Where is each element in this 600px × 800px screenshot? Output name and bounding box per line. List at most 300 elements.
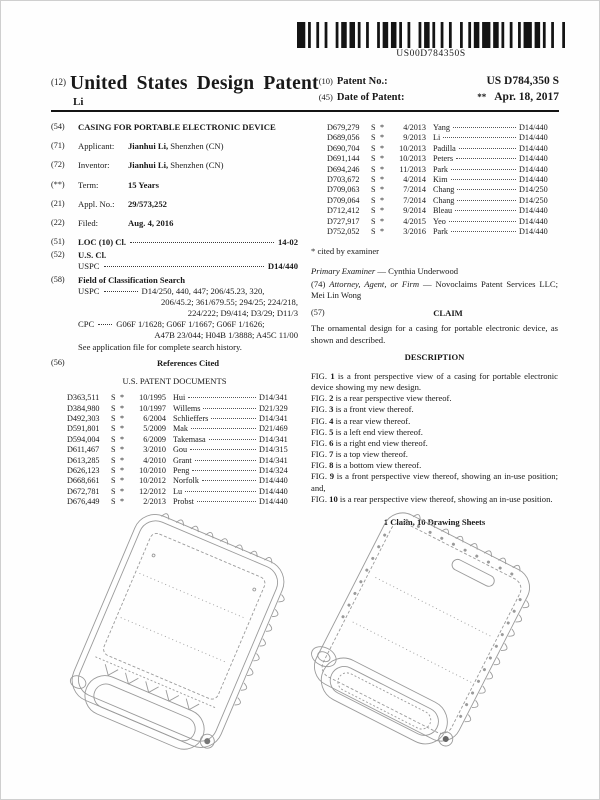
ref-star: * [380, 143, 385, 153]
applicant-value [128, 141, 298, 152]
ref-star: * [120, 476, 125, 486]
fig-text: is a left end view thereof. [335, 426, 423, 437]
patent-ref-row [327, 144, 558, 154]
ref-star: * [120, 434, 125, 444]
ref-date: 7/2014 [403, 195, 426, 205]
dot-leader [456, 158, 516, 159]
cited-by-examiner-note: * cited by examiner [311, 246, 380, 257]
ref-number: D492,303 [67, 413, 100, 423]
ref-number: D703,672 [327, 175, 360, 185]
header-divider [51, 110, 559, 112]
term-extension-stars: ** [477, 92, 487, 102]
ref-star: * [120, 393, 125, 403]
appl-label: Appl. No.: [78, 198, 115, 209]
date-value [477, 91, 559, 103]
fig-label: FIG. [311, 437, 327, 448]
header [51, 73, 559, 108]
ref-number: D709,063 [327, 185, 360, 195]
field-uspc-line3: 224/222; D9/414; D3/29; D11/3 [187, 308, 298, 319]
description-heading: DESCRIPTION [404, 351, 465, 362]
field-note: See application file for complete search history. [78, 341, 242, 352]
ref-name: Mak [173, 424, 189, 434]
fig-label: FIG. [311, 415, 327, 426]
ref-class: D14/440 [519, 206, 548, 216]
fig-text: is a rear perspective view thereof. [335, 393, 452, 404]
ref-number: D691,144 [327, 154, 360, 164]
fig-number: 4 [329, 415, 334, 426]
ref-star: * [120, 445, 125, 455]
ref-number: D384,980 [67, 403, 100, 413]
patent-ref-row [67, 456, 298, 466]
fig-text: is a front perspective view thereof, showing an in-use position; and, [311, 471, 558, 493]
ref-class: D14/440 [519, 164, 548, 174]
ref-class: D14/440 [259, 476, 288, 486]
ref-star: * [120, 486, 125, 496]
ref-class: D14/440 [519, 227, 548, 237]
patent-ref-row [327, 123, 558, 133]
patent-no-label: Patent No.: [336, 76, 388, 87]
ref-kind: S [111, 476, 116, 486]
inventor-surname: Li [73, 96, 84, 108]
ref-number: D672,781 [67, 486, 100, 496]
body-columns [51, 122, 559, 528]
patent-ref-row [67, 393, 298, 403]
figure-description-line [311, 393, 558, 404]
ref-kind: S [371, 143, 376, 153]
ref-class: D14/324 [259, 465, 288, 475]
ref-date: 4/2015 [403, 216, 426, 226]
ref-kind: S [111, 445, 116, 455]
attorney-label: Attorney, Agent, or Firm [329, 278, 420, 289]
field-code: (52) [51, 250, 65, 260]
dot-leader [457, 189, 516, 190]
fig-text: is a bottom view thereof. [335, 460, 422, 471]
ref-name: Willems [173, 403, 201, 413]
patent-number-row [319, 75, 559, 87]
ref-star: * [380, 154, 385, 164]
ref-star: * [120, 465, 125, 475]
applicant-name: Jianhui Li, [128, 141, 169, 152]
ref-class: D14/440 [519, 123, 548, 132]
patent-ref-row [327, 217, 558, 227]
ref-name: Hui [173, 393, 186, 403]
ref-date: 6/2009 [143, 434, 166, 444]
uspc-label: USPC [78, 261, 100, 272]
ref-kind: S [371, 164, 376, 174]
inventor-name: Jianhui Li, [128, 160, 169, 171]
ref-name: Peng [173, 465, 190, 475]
claim-text: The ornamental design for a casing for portable electronic device, as shown and described. [311, 323, 558, 345]
ref-star: * [380, 175, 385, 185]
fig-number: 6 [329, 437, 334, 448]
barcode [297, 22, 565, 59]
figure-description-line [311, 427, 558, 438]
ref-kind: S [111, 486, 116, 496]
filed-value: Aug. 4, 2016 [128, 217, 174, 228]
ref-star: * [380, 227, 385, 237]
ref-date: 10/2013 [399, 143, 426, 153]
ref-number: D709,064 [327, 195, 360, 205]
ref-date: 10/1997 [139, 403, 166, 413]
term-value: 15 Years [128, 179, 159, 190]
us-class-body [78, 250, 298, 272]
ref-name: Chang [433, 185, 455, 195]
patent-ref-row [327, 165, 558, 175]
ref-name: Yang [433, 123, 450, 132]
fig-label: FIG. [311, 460, 327, 471]
appl-value: 29/573,252 [128, 198, 167, 209]
fig-label: FIG. [311, 393, 327, 404]
ref-name: Padilla [433, 143, 456, 153]
ref-name: Gou [173, 445, 188, 455]
ref-number: D668,661 [67, 476, 100, 486]
attorney-separator: — [423, 278, 432, 289]
claim-code: (57) [311, 308, 325, 318]
ref-number: D611,467 [67, 445, 100, 455]
figure-front-perspective [56, 499, 294, 797]
ref-class: D14/440 [519, 143, 548, 153]
ref-date: 6/2004 [143, 413, 166, 423]
ref-name: Peters [433, 154, 454, 164]
ref-name: Li [433, 133, 441, 143]
uspc-value: D14/440 [267, 261, 298, 272]
fig-text: is a rear perspective view thereof, showing an in-use position. [339, 493, 553, 504]
field-uspc-line2: 206/45.2; 361/679.55; 294/25; 224/218, [160, 296, 298, 307]
figure-description-line [311, 404, 558, 415]
ref-class: D14/440 [519, 133, 548, 143]
ref-date: 7/2014 [403, 185, 426, 195]
loc-value: 14-02 [277, 237, 298, 248]
dot-leader [457, 200, 516, 201]
field-code: (71) [51, 141, 65, 151]
fig-number: 5 [329, 426, 334, 437]
ref-date: 10/2012 [139, 476, 166, 486]
patent-ref-row [327, 175, 558, 185]
barcode-bars-image [297, 22, 565, 48]
left-column [51, 122, 298, 528]
field-uspc-line1: D14/250, 440, 447; 206/45.23, 320, [141, 285, 265, 296]
dot-leader [455, 210, 516, 211]
inventor-location: Shenzhen (CN) [170, 160, 224, 171]
dot-leader [104, 266, 264, 267]
applicant-field [51, 141, 298, 152]
ref-class: D21/469 [259, 424, 288, 434]
references-heading-row [51, 358, 298, 369]
claims-sheets-note: 1 Claim, 10 Drawing Sheets [383, 516, 486, 527]
ref-number: D676,449 [67, 497, 100, 507]
ref-date: 3/2016 [403, 227, 426, 237]
field-label: Field of Classification Search [78, 274, 186, 285]
fig-label: FIG. [311, 370, 327, 381]
date-label: Date of Patent: [336, 92, 405, 103]
dot-leader [202, 480, 256, 481]
dot-leader [185, 491, 256, 492]
patent-ref-row [67, 466, 298, 476]
dot-leader [190, 449, 256, 450]
ref-kind: S [111, 413, 116, 423]
ref-name: Bleau [433, 206, 453, 216]
ref-date: 9/2014 [403, 206, 426, 216]
fig-label: FIG. [311, 493, 327, 504]
fig-number: 1 [330, 370, 335, 381]
ref-number: D712,412 [327, 206, 360, 216]
ref-name: Kim [433, 175, 448, 185]
patent-ref-row [67, 476, 298, 486]
dot-leader [195, 460, 256, 461]
patent-ref-row [327, 185, 558, 195]
term-field [51, 180, 298, 191]
patent-ref-row [67, 414, 298, 424]
ref-date: 9/2013 [403, 133, 426, 143]
barcode-text: US00D784350S [396, 49, 466, 59]
field-code: (21) [51, 198, 65, 208]
figure-description-line [311, 416, 558, 427]
figure-description-line [311, 471, 558, 493]
term-label: Term: [78, 179, 99, 190]
field-code: (22) [51, 217, 65, 227]
ref-class: D14/341 [259, 455, 288, 465]
references-heading: References Cited [156, 357, 220, 368]
ref-number: D613,285 [67, 455, 100, 465]
patent-ref-row [67, 424, 298, 434]
ref-star: * [120, 403, 125, 413]
figure-description-line [311, 371, 558, 393]
ref-class: D14/250 [519, 185, 548, 195]
ref-number: D690,704 [327, 143, 360, 153]
ref-star: * [380, 164, 385, 174]
patent-ref-row [67, 435, 298, 445]
patent-ref-row [327, 196, 558, 206]
field-cpc-line1: G06F 1/1628; G06F 1/1667; G06F 1/1626; [116, 319, 265, 330]
ref-date: 12/2012 [139, 486, 166, 496]
fig-label: FIG. [311, 449, 327, 460]
ref-name: Norfolk [173, 476, 199, 486]
field-uspc-label: USPC [78, 285, 100, 296]
loc-class-field [51, 237, 298, 248]
dot-leader [443, 137, 516, 138]
fig-number: 2 [329, 393, 334, 404]
filed-field [51, 218, 298, 229]
ref-class: D14/440 [259, 486, 288, 496]
figure-description-line [311, 438, 558, 449]
ref-kind: S [371, 133, 376, 143]
filed-label: Filed: [78, 217, 99, 228]
fig-number: 7 [329, 449, 334, 460]
examiner-value: Cynthia Underwood [388, 265, 459, 276]
fig-number: 8 [329, 460, 334, 471]
dot-leader [191, 428, 256, 429]
us-class-field [51, 250, 298, 272]
fig-number: 9 [329, 471, 335, 482]
ref-kind: S [371, 227, 376, 237]
ref-star: * [380, 185, 385, 195]
ref-class: D14/440 [259, 497, 288, 507]
ref-kind: S [111, 465, 116, 475]
ref-date: 5/2009 [143, 424, 166, 434]
claim-heading: CLAIM [433, 308, 463, 319]
ref-kind: S [371, 185, 376, 195]
attorney-line [311, 279, 558, 301]
ref-class: D14/341 [259, 434, 288, 444]
ref-class: D14/341 [259, 413, 288, 423]
ref-date: 11/2013 [399, 164, 426, 174]
examiner-separator: — [377, 265, 386, 276]
ref-star: * [380, 216, 385, 226]
field-of-search-body [78, 275, 298, 353]
fig-text: is a front perspective view of a casing for portable electronic device showing my new design. [311, 370, 558, 393]
ref-date: 4/2013 [403, 123, 426, 132]
ref-date: 3/2010 [143, 445, 166, 455]
dot-leader [209, 439, 256, 440]
ref-kind: S [371, 216, 376, 226]
ref-date: 4/2014 [403, 175, 426, 185]
ref-kind: S [111, 497, 116, 507]
fig-text: is a rear view thereof. [335, 415, 411, 426]
ref-name: Takemasa [173, 434, 206, 444]
ref-class: D14/440 [519, 216, 548, 226]
fig-text: is a right end view thereof. [335, 437, 428, 448]
field-of-search [51, 275, 298, 353]
ref-kind: S [111, 403, 116, 413]
ref-number: D679,279 [327, 123, 360, 132]
ref-kind: S [111, 434, 116, 444]
patent-date-row [319, 91, 559, 103]
applicant-location: Shenzhen (CN) [170, 141, 224, 152]
dot-leader [98, 324, 112, 325]
applicant-label: Applicant: [78, 141, 115, 152]
ref-class: D14/440 [519, 154, 548, 164]
figure-description-line [311, 460, 558, 471]
us-patent-documents-heading: U.S. PATENT DOCUMENTS [122, 375, 227, 386]
ref-kind: S [371, 123, 376, 132]
patent-ref-row [327, 227, 558, 237]
dot-leader [211, 418, 256, 419]
ref-kind: S [111, 455, 116, 465]
examiner-label: Primary Examiner [311, 265, 376, 276]
fig-text: is a top view thereof. [335, 449, 408, 460]
field-code: (51) [51, 237, 65, 247]
ref-name: Schlieffers [173, 413, 209, 423]
dot-leader [130, 242, 274, 243]
ref-star: * [380, 133, 385, 143]
dot-leader [192, 470, 256, 471]
claim-heading-row [311, 308, 558, 319]
ref-class: D14/440 [519, 175, 548, 185]
field-code: (54) [51, 122, 65, 131]
fig-label: FIG. [311, 426, 327, 437]
dot-leader [459, 148, 516, 149]
ref-kind: S [371, 154, 376, 164]
inventor-value [128, 160, 298, 171]
ref-date: 2/2013 [143, 497, 166, 507]
ref-star: * [120, 455, 125, 465]
inventor-label: Inventor: [78, 160, 110, 171]
ref-number: D752,052 [327, 227, 360, 237]
ref-number: D626,123 [67, 465, 100, 475]
ref-star: * [380, 195, 385, 205]
fig-number: 10 [329, 493, 338, 504]
dot-leader [451, 179, 516, 180]
figure-description-line [311, 449, 558, 460]
invention-title: CASING FOR PORTABLE ELECTRONIC DEVICE [78, 122, 276, 132]
ref-star: * [120, 424, 125, 434]
header-right [319, 73, 559, 108]
ref-date: 10/1995 [139, 393, 166, 403]
page-title: United States Design Patent [70, 73, 319, 94]
patent-ref-row [327, 206, 558, 216]
patent-no-value: US D784,350 S [486, 75, 559, 87]
ref-star: * [120, 413, 125, 423]
dot-leader [188, 397, 256, 398]
field-code: (**) [51, 179, 65, 189]
dot-leader [104, 291, 138, 292]
attorney-value: Novoclaims Patent Services LLC; Mei Lin Wong [311, 278, 559, 300]
ref-name: Park [433, 164, 449, 174]
title-field [51, 122, 298, 133]
fig-label: FIG. [311, 471, 327, 482]
patent-ref-row [67, 487, 298, 497]
ref-star: * [380, 123, 385, 132]
ref-number: D363,511 [67, 393, 100, 403]
field-code: (56) [51, 357, 65, 367]
patent-ref-row [67, 404, 298, 414]
ref-class: D14/341 [259, 393, 288, 403]
ref-name: Chang [433, 195, 455, 205]
ref-name: Yeo [433, 216, 446, 226]
dot-leader [203, 408, 256, 409]
ref-kind: S [371, 195, 376, 205]
figure-rear-perspective [294, 504, 542, 799]
header-left [51, 73, 319, 108]
figure-descriptions [311, 371, 558, 505]
ref-star: * [380, 206, 385, 216]
kind-code: (12) [51, 77, 66, 87]
fig-label: FIG. [311, 404, 327, 415]
us-patent-list-right [327, 123, 558, 237]
ref-number: D594,004 [67, 434, 100, 444]
dot-leader [449, 221, 516, 222]
ref-number: D694,246 [327, 164, 360, 174]
application-number-field [51, 199, 298, 210]
patent-no-code: (10) [318, 76, 333, 86]
date-text: Apr. 18, 2017 [494, 91, 559, 103]
ref-kind: S [371, 175, 376, 185]
right-column [311, 122, 558, 528]
field-code: (58) [51, 274, 65, 284]
fig-number: 3 [329, 404, 334, 415]
primary-examiner-line [311, 266, 558, 277]
ref-kind: S [111, 393, 116, 403]
date-code: (45) [318, 92, 333, 102]
ref-name: Probst [173, 497, 194, 507]
ref-class: D14/250 [519, 195, 548, 205]
ref-number: D727,917 [327, 216, 360, 226]
attorney-code: (74) [311, 278, 326, 289]
ref-name: Grant [173, 455, 192, 465]
patent-ref-row [327, 133, 558, 143]
fig-text: is a front view thereof. [335, 404, 414, 415]
ref-name: Lu [173, 486, 183, 496]
field-cpc-label: CPC [78, 319, 95, 330]
ref-class: D21/329 [259, 403, 288, 413]
field-code: (72) [51, 160, 65, 170]
us-patent-list-left [67, 393, 298, 507]
dot-leader [451, 231, 516, 232]
loc-label: LOC (10) Cl. [78, 237, 126, 248]
inventor-field [51, 160, 298, 171]
uscl-label: U.S. Cl. [78, 250, 107, 261]
ref-number: D591,801 [67, 424, 100, 434]
